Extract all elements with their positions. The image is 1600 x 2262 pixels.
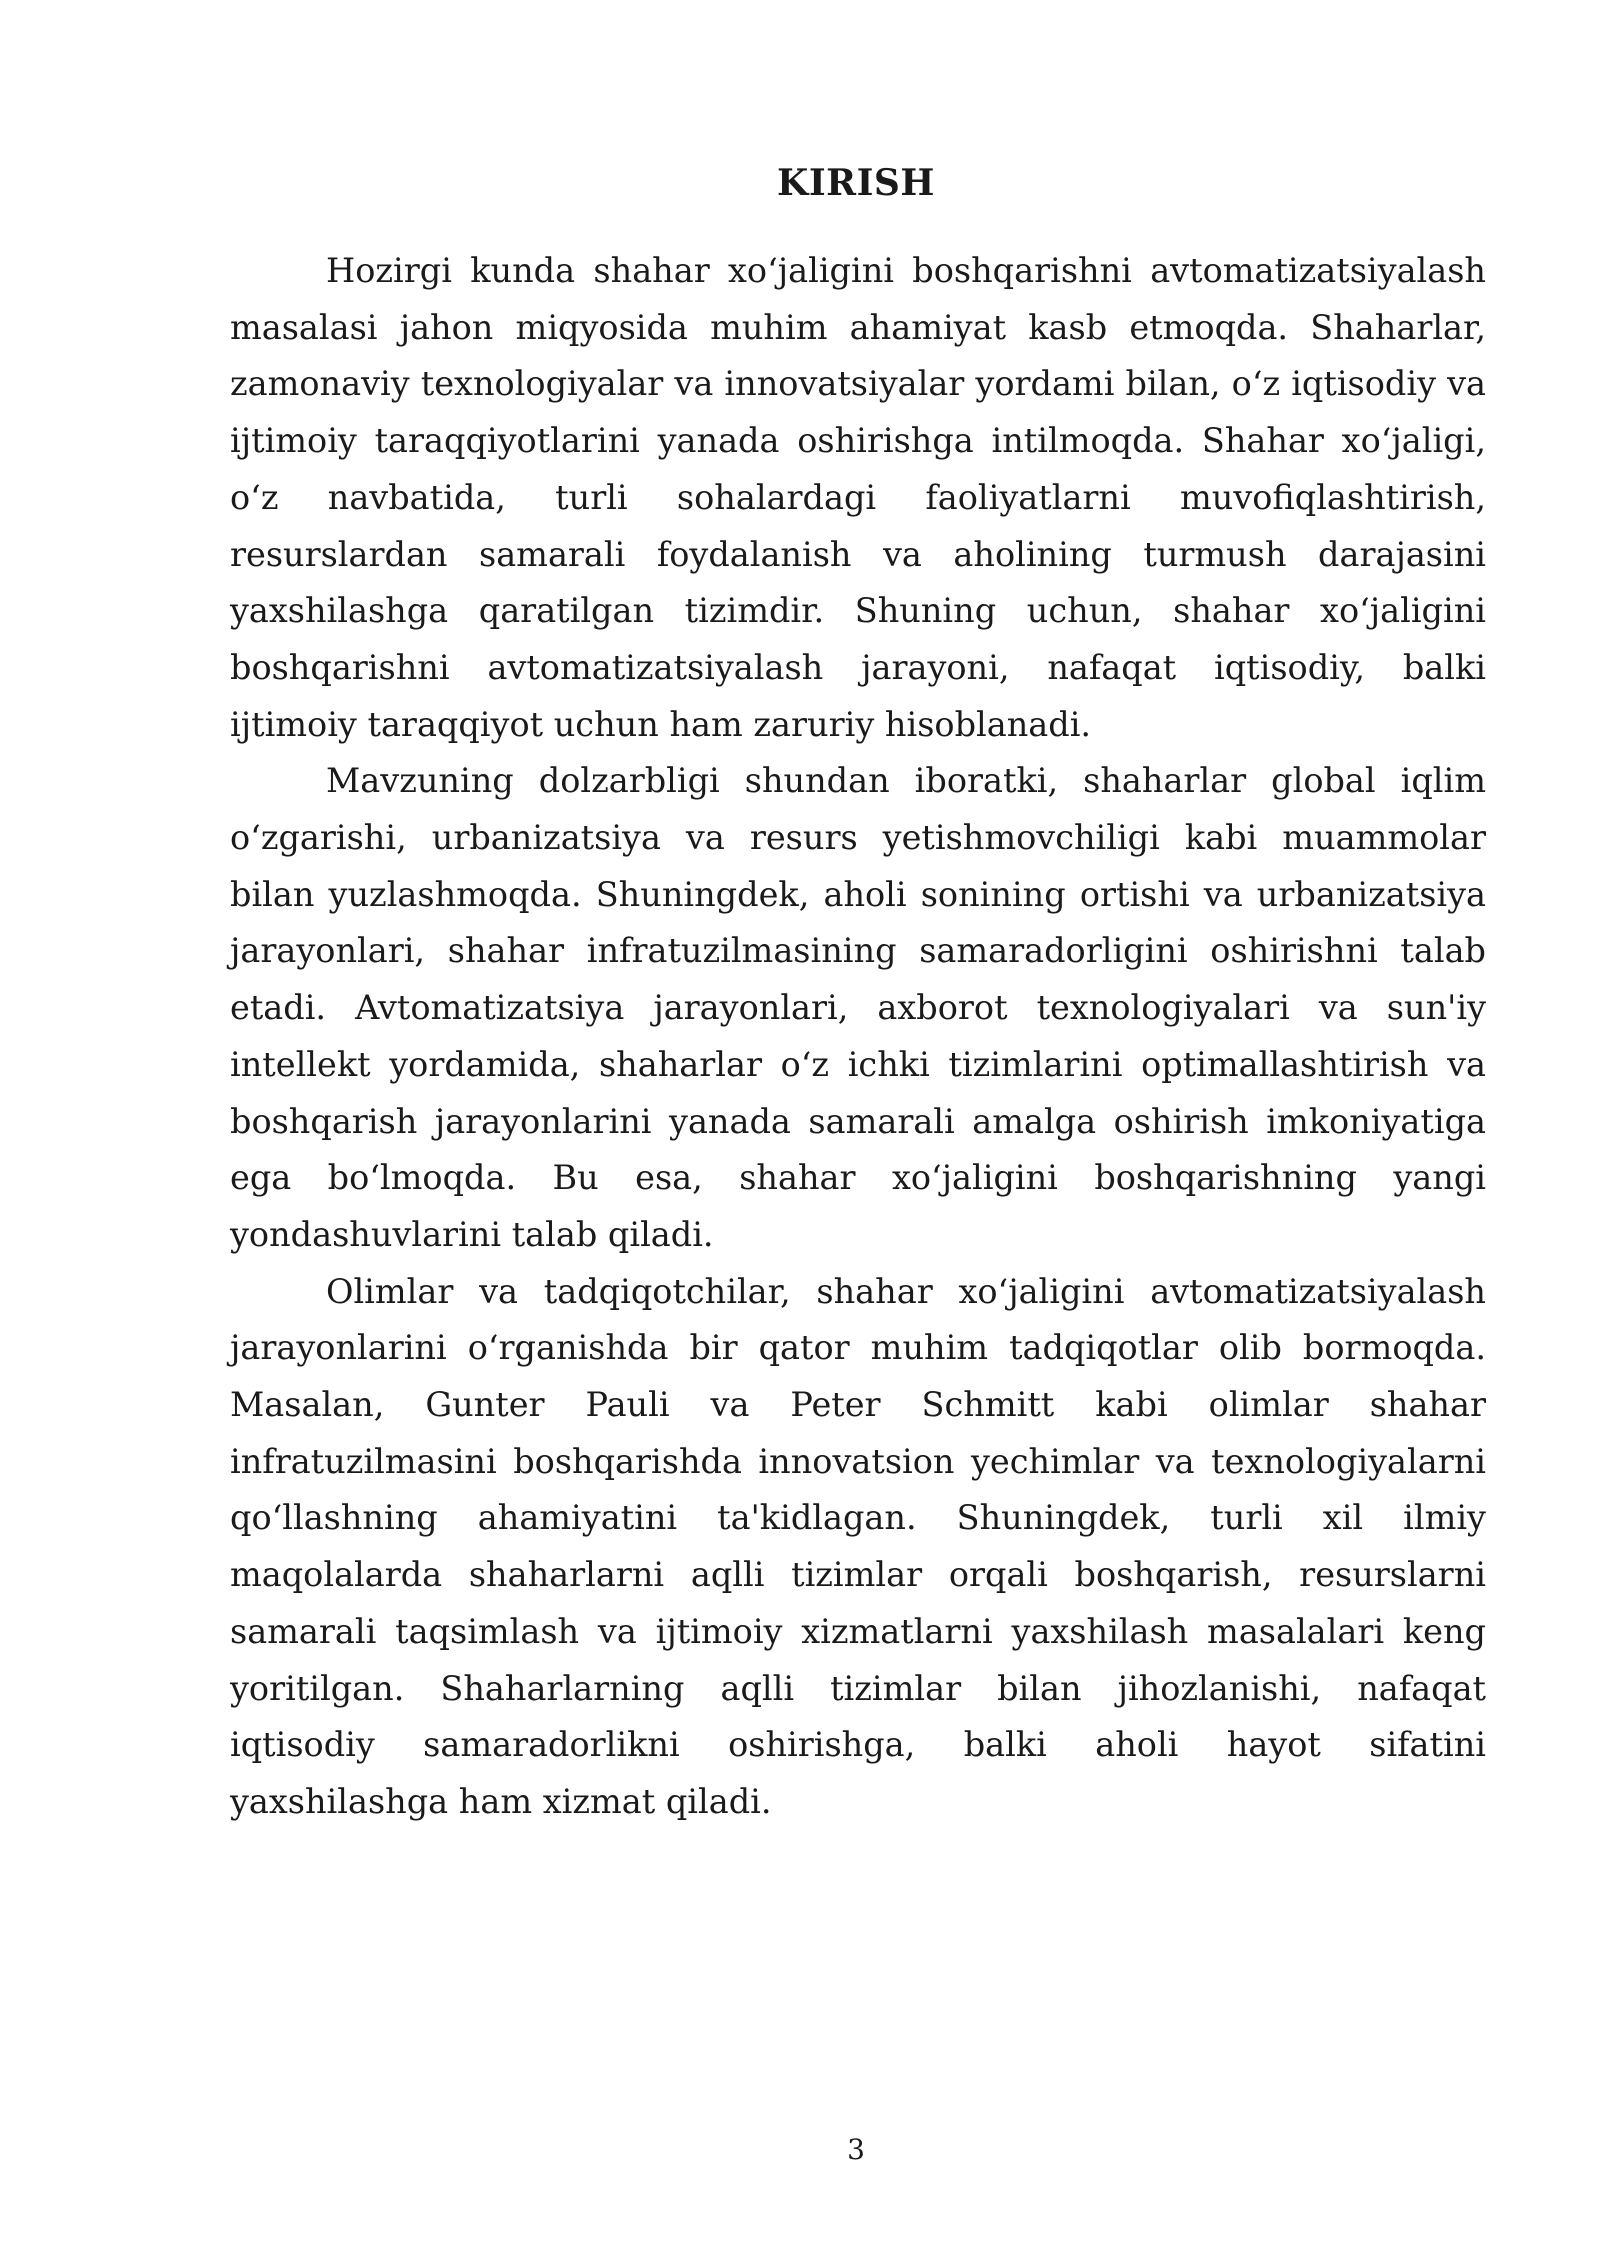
paragraph-1: Hozirgi kunda shahar xoʻjaligini boshqarishni avtomatizatsiyalash masalasi jahon miqyosida muhim ahamiyat kasb etmoqda. Shaharlar, zamonaviy texnologiyalar va innovatsiyalar yordami bilan, oʻz iqtisodiy va ijtimoiy taraqqiyotlarini yanada oshirishga intilmoqda. Shahar xoʻjaligi, oʻz navbatida, turli sohalardagi faoliyatlarni muvofiqlashtirish, resurslardan samarali foydalanish va aholining turmush darajasini yaxshilashga qaratilgan tizimdir. Shuning uchun, shahar xoʻjaligini boshqarishni avtomatizatsiyalash jarayoni, nafaqat iqtisodiy, balki ijtimoiy taraqqiyot uchun ham zaruriy hisoblanadi. bbox=[230, 251, 1486, 744]
body-text bbox=[230, 243, 1486, 1831]
page-title: KIRISH bbox=[777, 162, 935, 204]
paragraph-2: Mavzuning dolzarbligi shundan iboratki, shaharlar global iqlim oʻzgarishi, urbanizatsiya va resurs yetishmovchiligi kabi muammolar bilan yuzlashmoqda. Shuningdek, aholi sonining ortishi va urbanizatsiya jarayonlari, shahar infratuzilmasining samaradorligini oshirishni talab etadi. Avtomatizatsiya jarayonlari, axborot texnologiyalari va sun'iy intellekt yordamida, shaharlar oʻz ichki tizimlarini optimallashtirish va boshqarish jarayonlarini yanada samarali amalga oshirish imkoniyatiga ega boʻlmoqda. Bu esa, shahar xoʻjaligini boshqarishning yangi yondashuvlarini talab qiladi. bbox=[230, 761, 1486, 1254]
page-number: 3 bbox=[847, 2133, 865, 2166]
paragraph-3: Olimlar va tadqiqotchilar, shahar xoʻjaligini avtomatizatsiyalash jarayonlarini oʻrganishda bir qator muhim tadqiqotlar olib bormoqda. Masalan, Gunter Pauli va Peter Schmitt kabi olimlar shahar infratuzilmasini boshqarishda innovatsion yechimlar va texnologiyalarni qoʻllashning ahamiyatini ta'kidlagan. Shuningdek, turli xil ilmiy maqolalarda shaharlarni aqlli tizimlar orqali boshqarish, resurslarni samarali taqsimlash va ijtimoiy xizmatlarni yaxshilash masalalari keng yoritilgan. Shaharlarning aqlli tizimlar bilan jihozlanishi, nafaqat iqtisodiy samaradorlikni oshirishga, balki aholi hayot sifatini yaxshilashga ham xizmat qiladi. bbox=[230, 1271, 1486, 1821]
